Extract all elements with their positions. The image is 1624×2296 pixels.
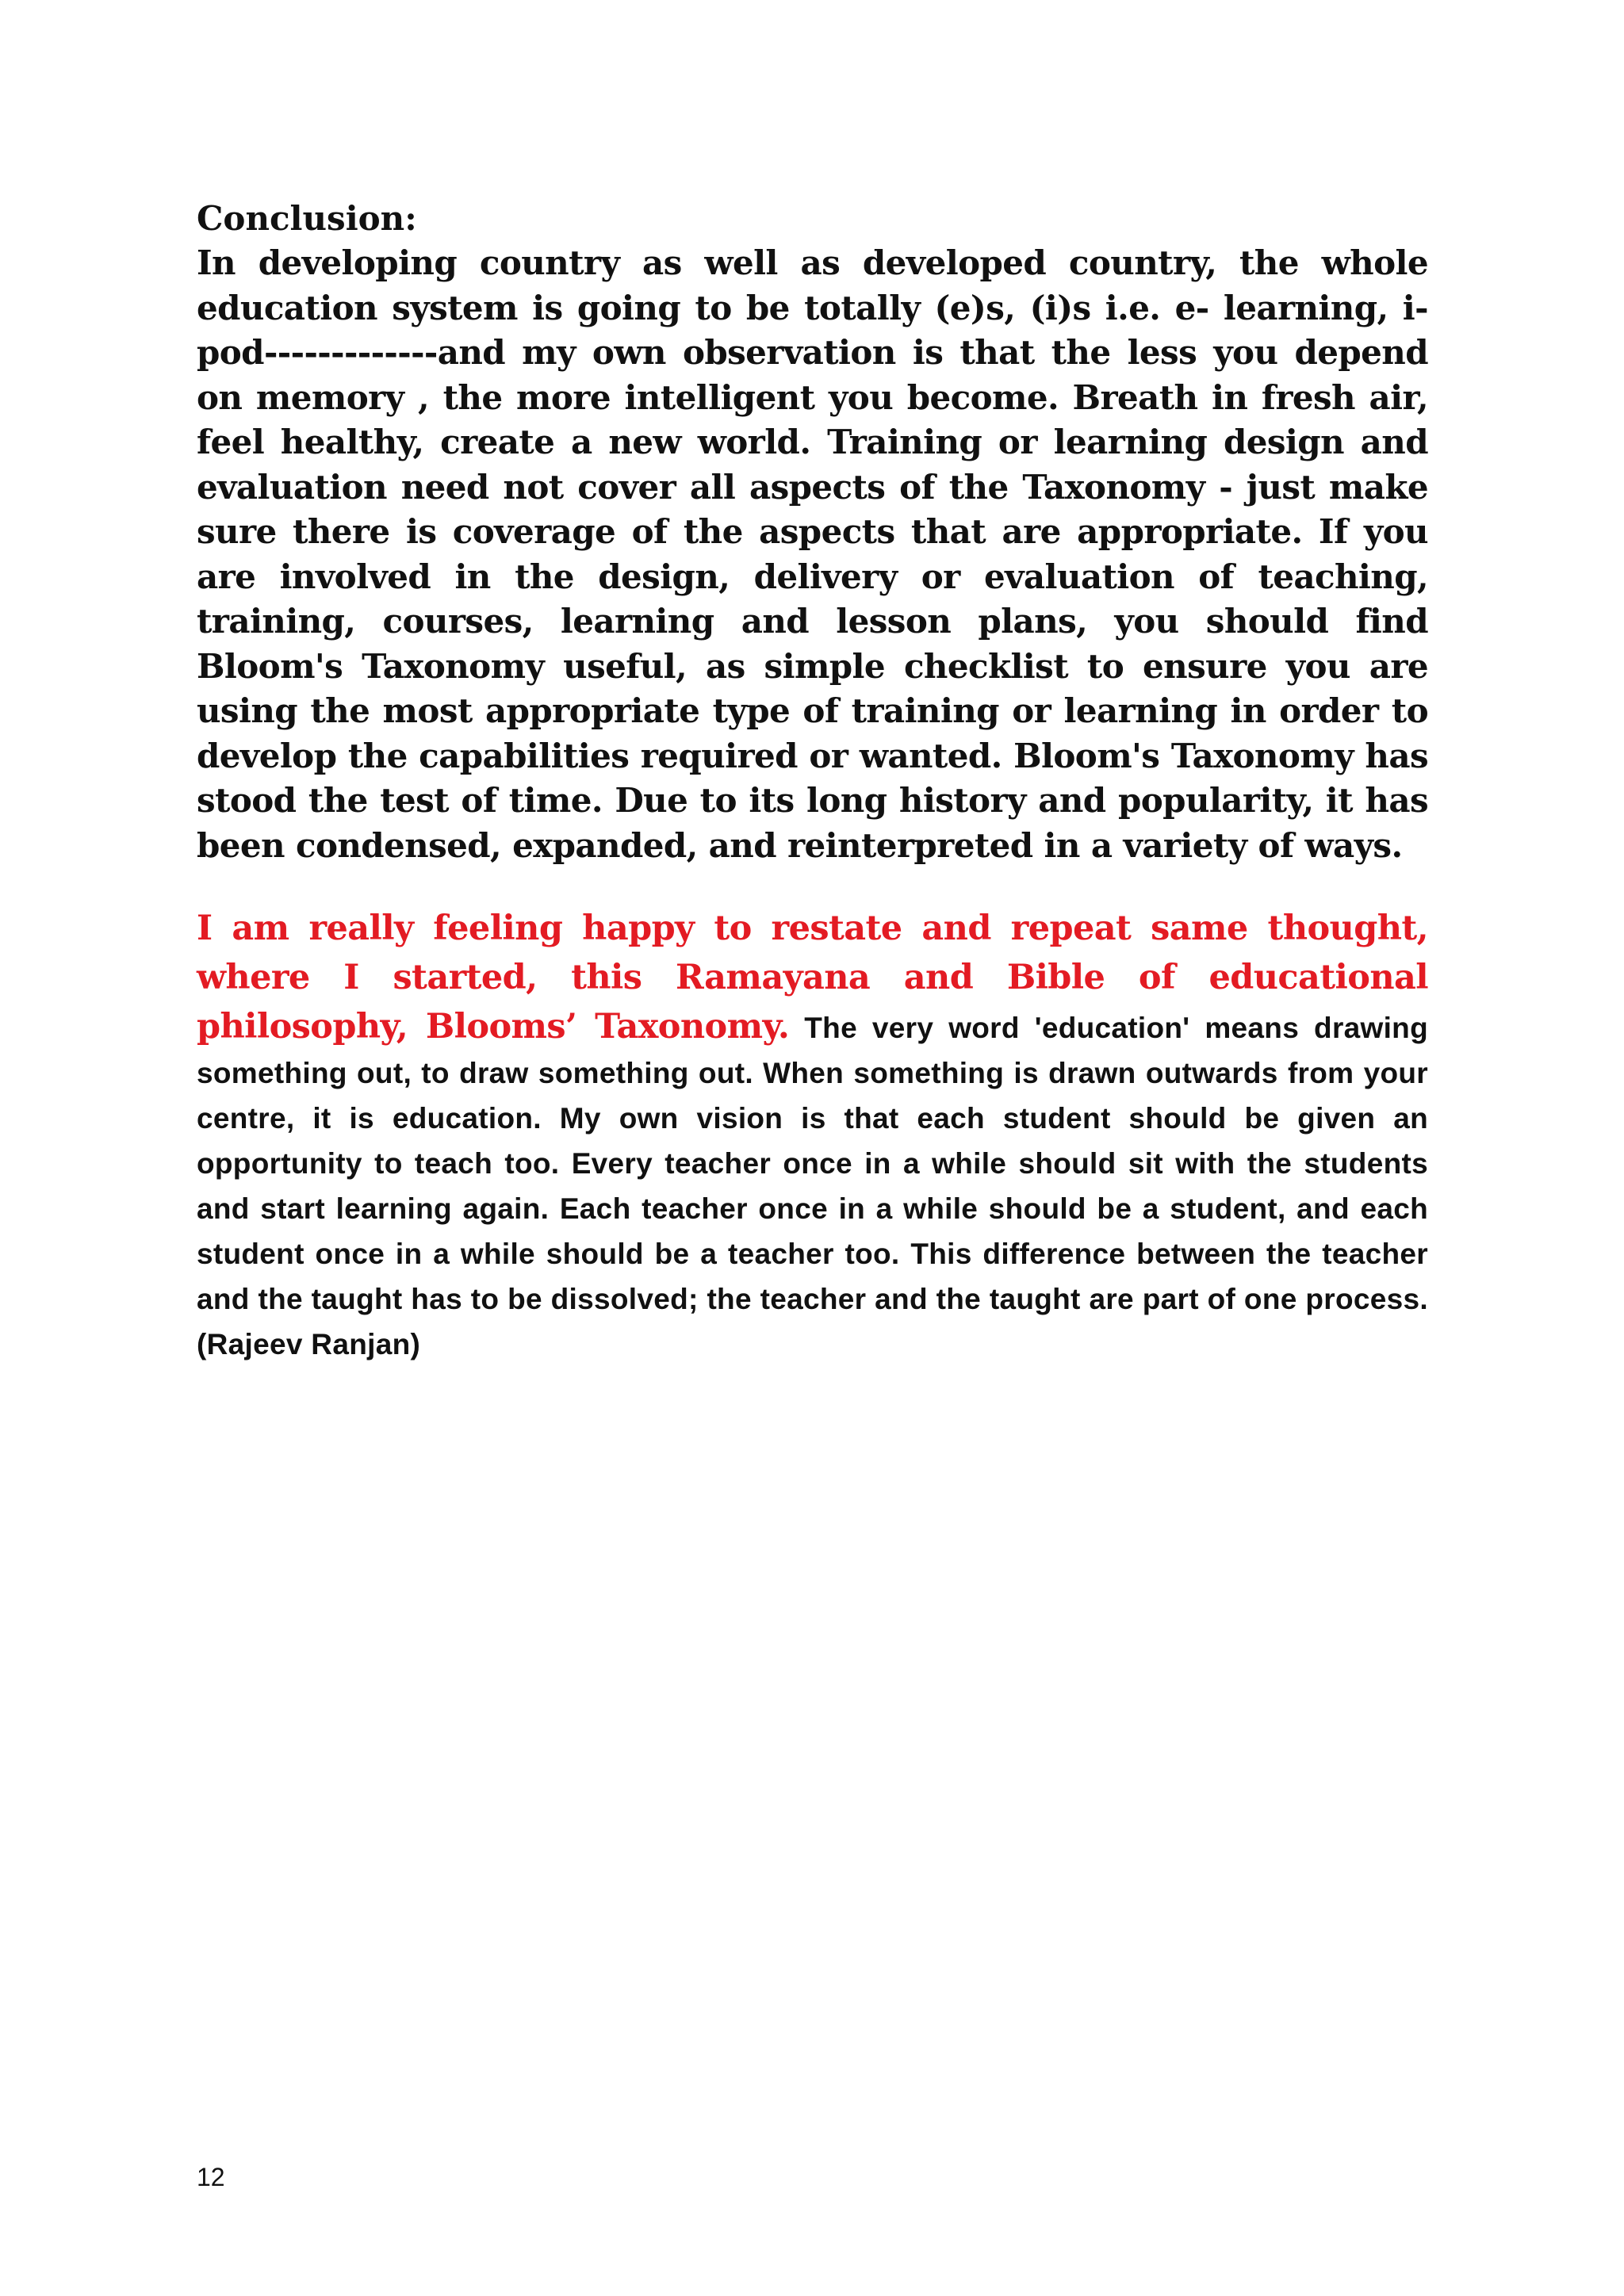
conclusion-paragraph: In developing country as well as developed country, the whole education system is going to be totally (e)s, (i)s i.e. e- learning, i-pod-------------and my own observation is that the less you depend on memory , the more intelligent you become. Breath in fresh air, feel healthy, create a new world. Training or learning design and evaluation need not cover all aspects of the Taxonomy - just make sure there is coverage of the aspects that are appropriate. If you are involved in the design, delivery or evaluation of teaching, training, courses, learning and lesson plans, you should find Bloom's Taxonomy useful, as simple checklist to ensure you are using the most appropriate type of training or learning in order to develop the capabilities required or wanted. Bloom's Taxonomy has stood the test of time. Due to its long history and popularity, it has been condensed, expanded, and reinterpreted in a variety of ways.: [197, 243, 1428, 865]
page-number: 12: [197, 2163, 225, 2191]
closing-paragraph: [197, 906, 1428, 1370]
education-quote: The very word 'education' means drawing something out, to draw something out. When something is drawn outwards from your centre, it is education. My own vision is that each student should be given an opportunity to teach too. Every teacher once in a while should sit with the students and start learning again. Each teacher once in a while should be a student, and each student once in a while should be a teacher too. This difference between the teacher and the taught has to be dissolved; the teacher and the taught are part of one process.(Rajeev Ranjan): [197, 1012, 1428, 1360]
highlighted-statement: I am really feeling happy to restate and repeat same thought, where I started, this Ramayana and Bible of educational philosophy, Blooms’ Taxonomy.: [197, 909, 1428, 1047]
section-heading: Conclusion:: [197, 199, 417, 238]
